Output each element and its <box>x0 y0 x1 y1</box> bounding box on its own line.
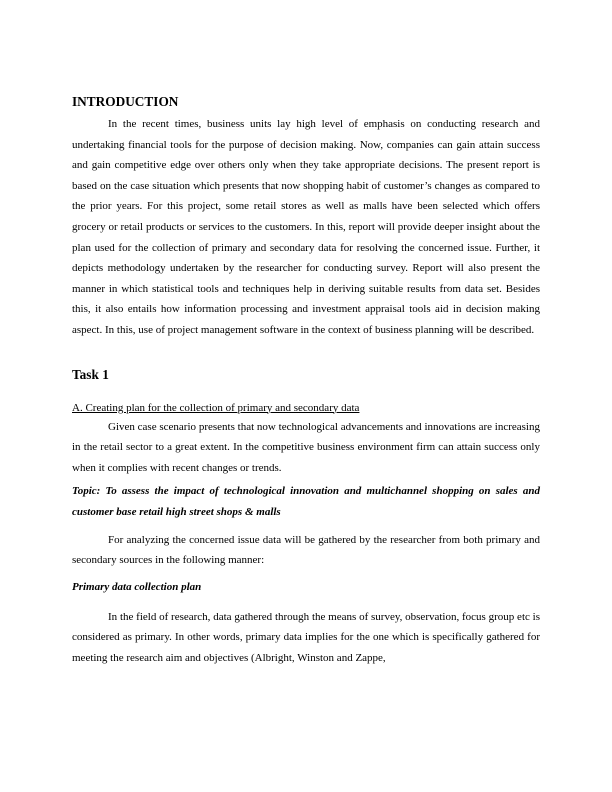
spacer <box>72 597 540 607</box>
section-a-title: A. Creating plan for the collection of primary and secondary data <box>72 401 360 414</box>
introduction-heading: INTRODUCTION <box>72 94 179 109</box>
task1-paragraph-3: In the field of research, data gathered through the means of survey, observation, focus group etc is considered as primary. In other words, primary data implies for the one which is specifically gathered for meeting the research aim and objectives (Albright, Winston and Zappe, <box>72 610 540 664</box>
primary-data-heading: Primary data collection plan <box>72 580 202 593</box>
spacer <box>72 341 540 365</box>
page-content <box>72 92 540 668</box>
task1-heading: Task 1 <box>72 366 109 382</box>
introduction-paragraph: In the recent times, business units lay high level of emphasis on conducting research and undertaking financial tools for the purpose of decision making. Now, companies can gain attain success and gain competitive edge over others only when they take appropriate decisions. The present report is based on the case situation which presents that now shopping habit of customer’s changes as compared to the prior years. For this project, some retail stores as well as malls have been selected which offers grocery or retail products or services to the customers. In this, report will provide deeper insight about the plan used for the collection of primary and secondary data for resolving the concerned issue. Further, it depicts methodology undertaken by the researcher for conducting survey. Report will also present the manner in which statistical tools and techniques help in deriving suitable results from data set. Besides this, it also entails how information processing and investment appraisal tools aid in decision making aspect. In this, use of project management software in the context of business planning will be described. <box>72 118 540 336</box>
spacer <box>72 523 540 530</box>
topic-statement: Topic: To assess the impact of technological innovation and multichannel shopping on sales and customer base retail high street shops & malls <box>72 485 540 518</box>
spacer <box>72 385 540 399</box>
task1-paragraph-2: For analyzing the concerned issue data will be gathered by the researcher from both primary and secondary sources in the following manner: <box>72 533 540 567</box>
task1-paragraph-1: Given case scenario presents that now technological advancements and innovations are increasing in the retail sector to a great extent. In the competitive business environment firm can attain success only when it complies with recent changes or trends. <box>72 420 540 474</box>
